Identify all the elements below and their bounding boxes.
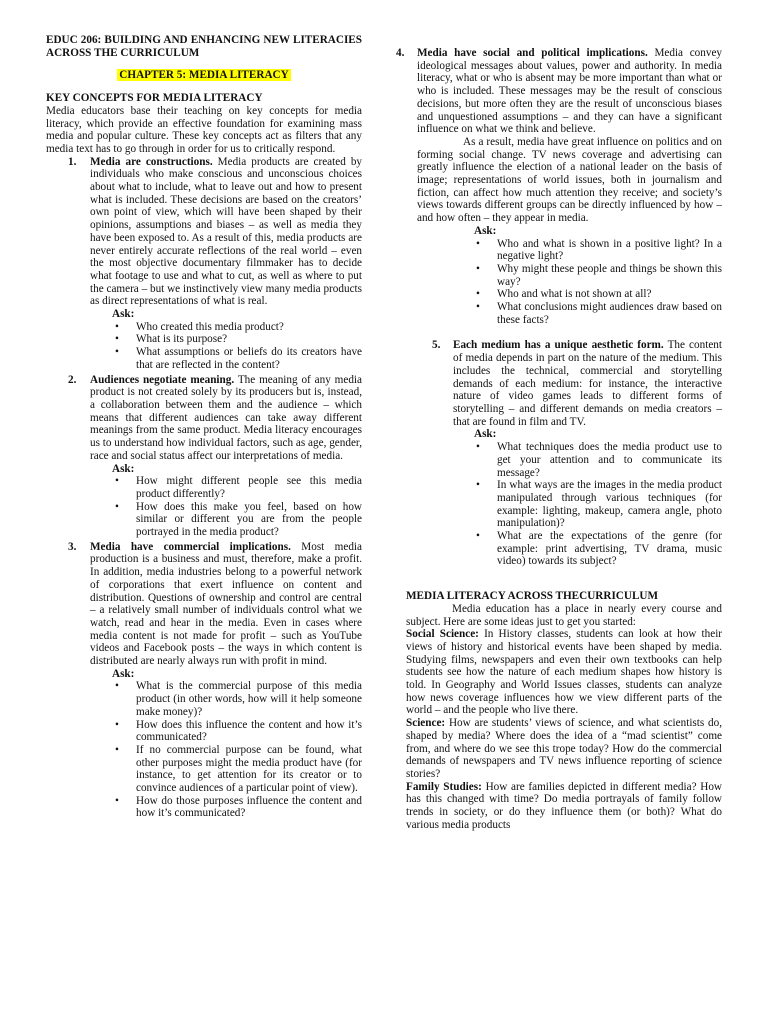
right-column bbox=[396, 47, 722, 831]
question-list bbox=[497, 238, 722, 327]
ask-label: Ask: bbox=[474, 428, 497, 441]
question-item: • How does this influence the content and how it’s communicated? bbox=[136, 719, 362, 744]
question-item: • Who and what is not shown at all? bbox=[497, 288, 722, 301]
key-concepts-intro: Media educators base their teaching on key concepts for media literacy, which provide an effective foundation for examining mass media and popular culture. These key concepts act as filters that any media text has to go through in order for us to critically respond. bbox=[46, 104, 362, 155]
concept-text: The meaning of any media product is not created solely by its producers but is, instead, a collaboration between them and the audience – which means that different audiences can take away different meanings from the same product. Media literacy encourages us to understand how individual factors, such as age, gender, race and social status affect our interpretations of media. bbox=[90, 373, 362, 462]
concept-text: The content of media depends in part on the nature of the medium. This includes the technical, commercial and storytelling demands of each medium: for instance, the interactive nature of video games leads to different forms of storytelling – and different demands on media creators – that are found in film and TV. bbox=[453, 339, 722, 428]
subject-family-studies bbox=[406, 781, 722, 832]
key-concepts-list-4-5 bbox=[396, 47, 723, 568]
question-item: • What assumptions or beliefs do its creators have that are reflected in the content? bbox=[136, 346, 362, 371]
question-item: • How do those purposes influence the content and how it’s communicated? bbox=[136, 795, 362, 820]
concept-number: 3. bbox=[68, 540, 77, 553]
concept-term: Media have social and political implications. bbox=[417, 47, 648, 59]
subject-social-science bbox=[406, 628, 722, 717]
subject-label: Social Science: bbox=[406, 628, 479, 641]
concept-number: 4. bbox=[396, 47, 405, 59]
across-curriculum-body bbox=[406, 603, 722, 832]
concept-number: 1. bbox=[68, 155, 77, 168]
question-item: • What is the commercial purpose of this media product (in other words, how will it help someone make money)? bbox=[136, 680, 362, 718]
ask-label: Ask: bbox=[112, 667, 135, 680]
across-curriculum-heading: MEDIA LITERACY ACROSS THECURRICULUM bbox=[406, 590, 659, 603]
concept-term: Media are constructions. bbox=[90, 155, 213, 168]
concept-text: Media products are created by individuals who make conscious and unconscious choices about what to include, what to leave out and how to present what is included. These decisions are based on the creators’ own point of view, which will have been shaped by their opinions, assumptions and biases – as well as media they have been exposed to. As a result of this, media products are never entirely accurate reflections of the real world – even the most objective documentary filmmaker has to decide what footage to use and what to cut, as well as where to put the camera – but we instinctively view many media products as direct representations of what is real. bbox=[90, 155, 363, 308]
concept-item-1 bbox=[68, 155, 363, 372]
question-item: • Why might these people and things be shown this way? bbox=[497, 263, 722, 288]
course-title: EDUC 206: BUILDING AND ENHANCING NEW LITERACIES ACROSS THE CURRICULUM bbox=[46, 34, 362, 59]
question-item: • If no commercial purpose can be found, what other purposes might the media product have (for instance, to get attention for its creator or to convince audiences of a particular point of view). bbox=[136, 744, 362, 795]
ask-label: Ask: bbox=[112, 308, 135, 321]
question-item: • Who created this media product? bbox=[136, 321, 362, 334]
question-item: • How might different people see this media product differently? bbox=[136, 475, 362, 500]
question-item: • What techniques does the media product use to get your attention and to communicate its message? bbox=[497, 441, 722, 479]
concept-number: 2. bbox=[68, 373, 77, 386]
concept-item-2 bbox=[68, 373, 362, 539]
left-column bbox=[46, 34, 362, 820]
chapter-title-highlight bbox=[46, 69, 362, 82]
concept-term: Media have commercial implications. bbox=[90, 540, 291, 553]
subject-text: How are students’ views of science, and what scientists do, shaped by media? Where does the idea of a “mad scientist” come from, and where do we see this trope today? How do the commercial demands of newspapers and TV news influence reporting of science stories? bbox=[406, 717, 723, 780]
key-concepts-heading: KEY CONCEPTS FOR MEDIA LITERACY bbox=[46, 92, 263, 105]
chapter-title: CHAPTER 5: MEDIA LITERACY bbox=[119, 69, 289, 82]
question-item: • What are the expectations of the genre (for example: print advertising, TV drama, music video) towards its subject? bbox=[497, 530, 722, 568]
question-item: • What conclusions might audiences draw based on these facts? bbox=[497, 301, 722, 326]
question-item: • How does this make you feel, based on how similar or different you are from the people portrayed in the media product? bbox=[136, 501, 362, 539]
question-item: • Who and what is shown in a positive light? In a negative light? bbox=[497, 238, 722, 263]
ask-label: Ask: bbox=[474, 224, 497, 237]
subject-label: Family Studies: bbox=[406, 780, 482, 793]
across-curriculum-intro: Media education has a place in nearly every course and subject. Here are some ideas just to get you started: bbox=[406, 602, 722, 628]
concept-item-4 bbox=[396, 47, 723, 326]
question-list bbox=[136, 321, 362, 372]
concept-term: Each medium has a unique aesthetic form. bbox=[453, 339, 664, 352]
ask-label: Ask: bbox=[112, 462, 135, 475]
concept-item-5 bbox=[432, 339, 722, 568]
concept-number: 5. bbox=[432, 339, 441, 352]
question-item: • What is its purpose? bbox=[136, 333, 362, 346]
question-list bbox=[136, 475, 362, 539]
question-list bbox=[497, 441, 722, 568]
concept-text: Most media production is a business and must, therefore, make a profit. In addition, media industries belong to a powerful network of corporations that exert influence on content and distribution. Questions of ownership and control are central – a relatively small number of individuals control what we watch, read and hear in the media. Even in cases where media content is not made for profit – such as YouTube videos and Facebook posts – the ways in which content is distributed are nearly always run with profit in mind. bbox=[90, 540, 362, 668]
question-list bbox=[136, 680, 362, 820]
subject-label: Science: bbox=[406, 717, 446, 730]
concept-item-3 bbox=[68, 540, 362, 820]
key-concepts-list-1-3 bbox=[68, 155, 363, 821]
subject-science bbox=[406, 717, 722, 781]
question-item: • In what ways are the images in the media product manipulated through various techniques (for example: lighting, makeup, camera angle, photo manipulation)? bbox=[497, 479, 722, 530]
concept-term: Audiences negotiate meaning. bbox=[90, 373, 235, 386]
concept-text-continued: As a result, media have great influence on politics and on forming social change. TV news coverage and advertising can greatly influence the election of a national leader on the basis of image; representations of world issues, both in journalism and fiction, can affect how much attention they receive; and society’s views towards different groups can be directly influenced by how – and how often – they appear in media. bbox=[417, 135, 722, 225]
concept-text: Media convey ideological messages about values, power and authority. In media literacy, what or who is absent may be more important than what or who is included. These messages may be the result of conscious decisions, but more often they are the result of unconscious biases and unquestioned assumptions – and they can have a significant influence on what we think and believe. bbox=[417, 47, 723, 136]
subject-text: How are families depicted in different media? How has this changed with time? Do media portrayals of family follow trends in society, or do they influence them (or both)? What do various media products bbox=[406, 780, 723, 831]
subject-text: In History classes, students can look at how their views of history and historical events have been shaped by media. Studying films, newspapers and even their own textbooks can help students see how the nature of each medium shapes how history is told. In Geography and World Issues classes, students can analyze how news coverage influences how we view different parts of the world – and the people who live there. bbox=[406, 628, 723, 717]
